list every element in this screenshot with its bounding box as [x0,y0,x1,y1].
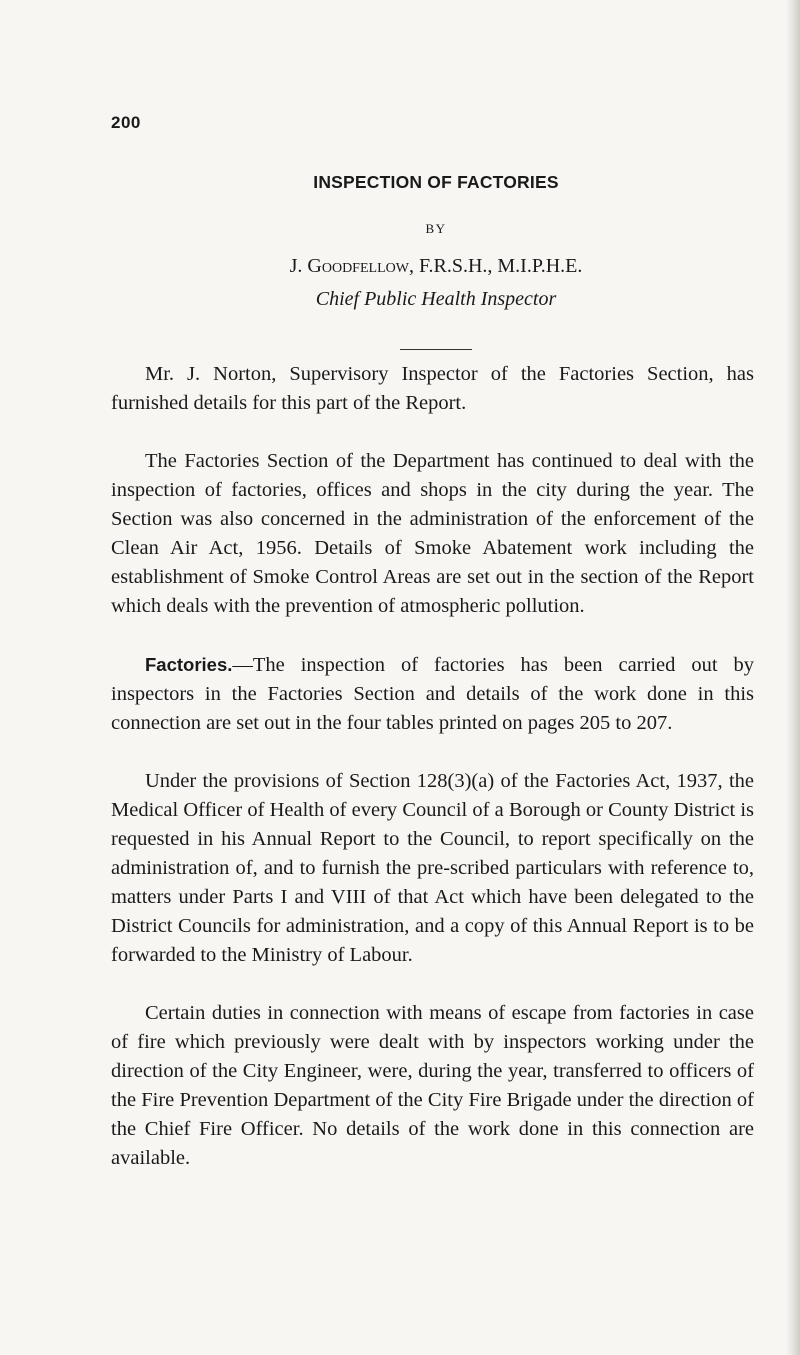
paragraph-text: Under the provisions of Section 128(3)(a) of the Factories Act, 1937, the Medical Officer of Health of every Council of a Borough or County District is requested in his Annual Report to the Council, to report specifically on the administration of, and to furnish the pre-scribed particulars with reference to, matters under Parts I and VIII of that Act which have been delegated to the District Councils for administration, and a copy of this Annual Report is to be forwarded to the Ministry of Labour. [111,770,754,966]
paragraph [111,447,754,621]
author-surname: Goodfellow [307,255,409,277]
author-qualifications: , F.R.S.H., M.I.P.H.E. [408,255,583,277]
paragraph [111,650,754,738]
author-name [111,255,761,278]
paragraph-text: Certain duties in connection with means of escape from factories in case of fire which previously were dealt with by inspectors working under the direction of the City Engineer, were, during the year, transferred to officers of the Fire Prevention Department of the City Fire Brigade under the direction of the Chief Fire Officer. No details of the work done in this connection are available. [111,1002,754,1169]
paragraph-text: Mr. J. Norton, Supervisory Inspector of the Factories Section, has furnished details for this part of the Report. [111,363,754,414]
page-number: 200 [111,113,141,132]
byline-by: BY [425,221,447,236]
paragraph-text: —The inspection of factories has been carried out by inspectors in the Factories Section and details of the work done in this connection are set out in the four tables printed on pages 205 to 207. [111,654,754,734]
paragraph [111,767,754,970]
section-divider [400,349,472,350]
page-title: INSPECTION OF FACTORIES [313,172,559,192]
page-edge-shadow [786,0,800,1355]
run-in-heading: Factories. [145,654,233,675]
paragraph [111,999,754,1173]
paragraph-text: The Factories Section of the Department has continued to deal with the inspection of factories, offices and shops in the city during the year. The Section was also concerned in the administration of the enforcement of the Clean Air Act, 1956. Details of Smoke Abatement work including the establishment of Smoke Control Areas are set out in the section of the Report which deals with the prevention of atmospheric pollution. [111,450,754,617]
author-initial: J. [289,255,303,277]
author-role: Chief Public Health Inspector [315,288,557,310]
paragraph [111,360,754,418]
body-text [111,360,754,1202]
